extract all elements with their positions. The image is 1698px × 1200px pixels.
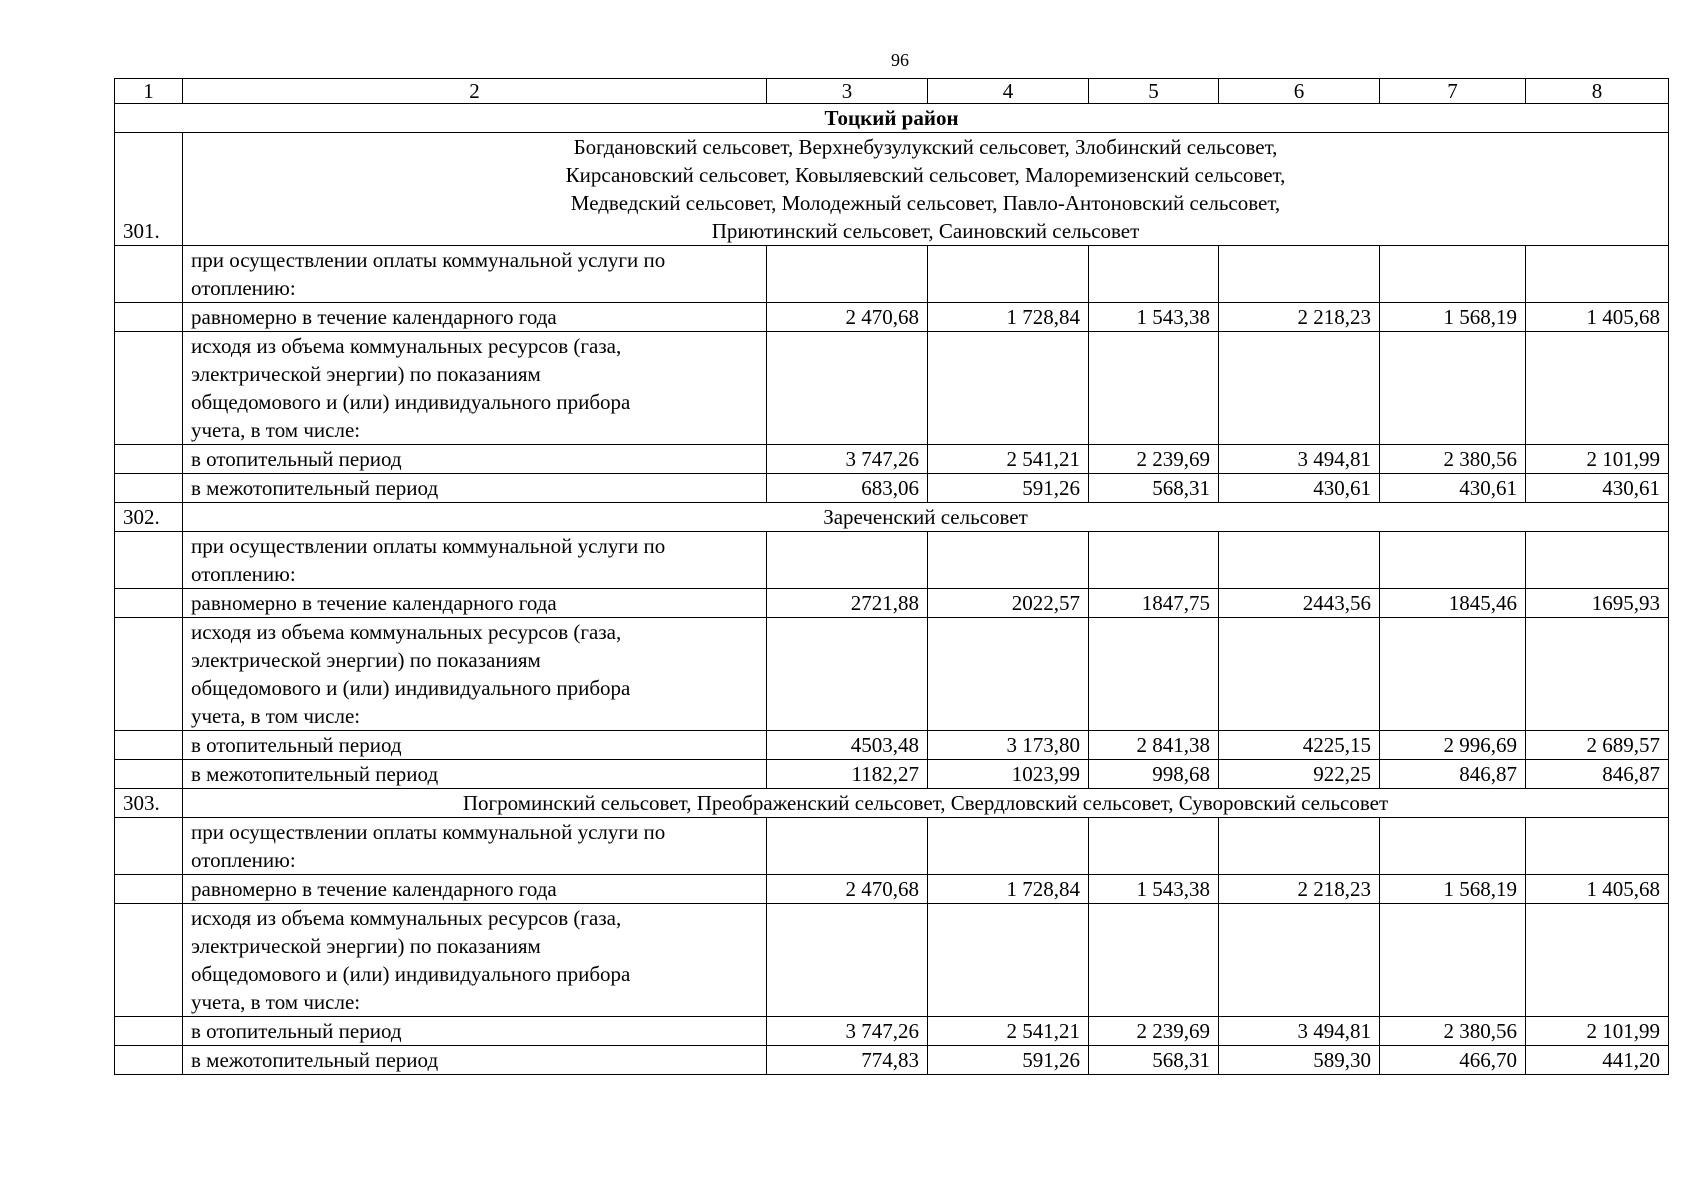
value-cell: 1 728,84 [928, 303, 1089, 332]
value-cell [1526, 904, 1669, 1017]
header-row [115, 79, 1669, 104]
row-label-line: в межотопительный период [191, 1048, 439, 1072]
row-label [183, 332, 767, 445]
code-cell-empty [115, 1046, 183, 1075]
value-cell [1380, 532, 1526, 589]
value-cell: 430,61 [1219, 474, 1380, 503]
row-label-line: в отопительный период [191, 1019, 402, 1043]
section-code: 303. [115, 789, 183, 818]
table-row [115, 760, 1669, 789]
section-title [183, 503, 1669, 532]
value-cell: 1 543,38 [1089, 875, 1219, 904]
row-label [183, 1046, 767, 1075]
value-cell [767, 818, 928, 875]
row-label-line: учета, в том числе: [191, 990, 361, 1014]
value-cell [1526, 618, 1669, 731]
value-cell: 568,31 [1089, 474, 1219, 503]
header-cell: 8 [1526, 79, 1669, 104]
value-cell: 1 405,68 [1526, 875, 1669, 904]
code-cell-empty [115, 904, 183, 1017]
value-cell: 2 239,69 [1089, 445, 1219, 474]
table-row [115, 731, 1669, 760]
row-label-line: равномерно в течение календарного года [191, 591, 557, 615]
header-cell: 1 [115, 79, 183, 104]
value-cell: 2 470,68 [767, 875, 928, 904]
code-cell-empty [115, 731, 183, 760]
value-cell: 1 543,38 [1089, 303, 1219, 332]
value-cell: 3 494,81 [1219, 1017, 1380, 1046]
row-label [183, 618, 767, 731]
value-cell: 1 568,19 [1380, 875, 1526, 904]
section-code: 301. [115, 133, 183, 246]
table-row [115, 303, 1669, 332]
page-number: 96 [891, 50, 909, 70]
value-cell: 441,20 [1526, 1046, 1669, 1075]
value-cell: 466,70 [1380, 1046, 1526, 1075]
district-row [115, 104, 1669, 133]
section-title-line: Богдановский сельсовет, Верхнебузулукский сельсовет, Злобинский сельсовет, [573, 135, 1278, 159]
value-cell: 2 218,23 [1219, 303, 1380, 332]
value-cell: 591,26 [928, 1046, 1089, 1075]
table-row [115, 875, 1669, 904]
code-cell-empty [115, 332, 183, 445]
row-label-line: исходя из объема коммунальных ресурсов (газа, [191, 334, 622, 358]
value-cell: 1 405,68 [1526, 303, 1669, 332]
value-cell [1526, 818, 1669, 875]
value-cell [1089, 532, 1219, 589]
row-label-line: в отопительный период [191, 447, 402, 471]
value-cell [1380, 904, 1526, 1017]
value-cell: 3 747,26 [767, 445, 928, 474]
row-label-line: равномерно в течение календарного года [191, 877, 557, 901]
section-title [183, 133, 1669, 246]
code-cell-empty [115, 1017, 183, 1046]
row-label [183, 445, 767, 474]
table-body [115, 79, 1669, 1075]
section-code: 302. [115, 503, 183, 532]
row-label [183, 303, 767, 332]
value-cell: 3 747,26 [767, 1017, 928, 1046]
code-cell-empty [115, 589, 183, 618]
value-cell [1526, 332, 1669, 445]
value-cell [1089, 818, 1219, 875]
value-cell [928, 332, 1089, 445]
row-label [183, 532, 767, 589]
code-cell-empty [115, 445, 183, 474]
header-cell: 2 [183, 79, 767, 104]
row-label-line: в отопительный период [191, 733, 402, 757]
row-label-line: отоплению: [191, 848, 296, 872]
row-label-line: исходя из объема коммунальных ресурсов (газа, [191, 620, 622, 644]
value-cell [1219, 818, 1380, 875]
value-cell [1380, 618, 1526, 731]
value-cell: 1847,75 [1089, 589, 1219, 618]
value-cell [1219, 904, 1380, 1017]
value-cell: 591,26 [928, 474, 1089, 503]
value-cell [928, 246, 1089, 303]
tariff-table [114, 78, 1669, 1075]
value-cell [928, 904, 1089, 1017]
code-cell-empty [115, 474, 183, 503]
section-header-row [115, 133, 1669, 246]
value-cell: 2 101,99 [1526, 1017, 1669, 1046]
code-cell-empty [115, 760, 183, 789]
row-label-line: отоплению: [191, 562, 296, 586]
section-title-line: Зареченский сельсовет [823, 505, 1028, 529]
table-row [115, 246, 1669, 303]
value-cell [1526, 532, 1669, 589]
value-cell: 4503,48 [767, 731, 928, 760]
row-label [183, 904, 767, 1017]
value-cell [928, 818, 1089, 875]
table-row [115, 532, 1669, 589]
value-cell: 846,87 [1526, 760, 1669, 789]
section-header-row [115, 789, 1669, 818]
value-cell: 998,68 [1089, 760, 1219, 789]
row-label-line: при осуществлении оплаты коммунальной услуги по [191, 820, 666, 844]
header-cell: 4 [928, 79, 1089, 104]
value-cell: 589,30 [1219, 1046, 1380, 1075]
value-cell [1219, 532, 1380, 589]
value-cell: 846,87 [1380, 760, 1526, 789]
row-label [183, 818, 767, 875]
row-label-line: учета, в том числе: [191, 418, 361, 442]
value-cell [1380, 818, 1526, 875]
value-cell [767, 618, 928, 731]
value-cell [1219, 332, 1380, 445]
value-cell [1089, 332, 1219, 445]
value-cell: 774,83 [767, 1046, 928, 1075]
section-title [183, 789, 1669, 818]
value-cell: 1182,27 [767, 760, 928, 789]
code-cell-empty [115, 246, 183, 303]
code-cell-empty [115, 303, 183, 332]
table-row [115, 1017, 1669, 1046]
header-cell: 5 [1089, 79, 1219, 104]
row-label-line: при осуществлении оплаты коммунальной услуги по [191, 534, 666, 558]
value-cell: 3 494,81 [1219, 445, 1380, 474]
value-cell: 2 996,69 [1380, 731, 1526, 760]
section-title-line: Медведский сельсовет, Молодежный сельсовет, Павло-Антоновский сельсовет, [570, 191, 1281, 215]
table-row [115, 332, 1669, 445]
value-cell: 2 380,56 [1380, 445, 1526, 474]
value-cell [767, 532, 928, 589]
header-cell: 6 [1219, 79, 1380, 104]
table-row [115, 445, 1669, 474]
row-label [183, 760, 767, 789]
section-title-line: Погроминский сельсовет, Преображенский сельсовет, Свердловский сельсовет, Суворовский сельсовет [462, 791, 1389, 815]
value-cell: 1 728,84 [928, 875, 1089, 904]
row-label [183, 246, 767, 303]
value-cell [1219, 618, 1380, 731]
row-label-line: электрической энергии) по показаниям [191, 362, 541, 386]
code-cell-empty [115, 818, 183, 875]
value-cell: 1 568,19 [1380, 303, 1526, 332]
value-cell [1089, 904, 1219, 1017]
value-cell: 2 239,69 [1089, 1017, 1219, 1046]
row-label-line: равномерно в течение календарного года [191, 305, 557, 329]
value-cell: 568,31 [1089, 1046, 1219, 1075]
table-row [115, 1046, 1669, 1075]
table-row [115, 474, 1669, 503]
row-label [183, 474, 767, 503]
value-cell [1089, 618, 1219, 731]
value-cell: 3 173,80 [928, 731, 1089, 760]
value-cell: 430,61 [1380, 474, 1526, 503]
value-cell: 2 689,57 [1526, 731, 1669, 760]
value-cell [1219, 246, 1380, 303]
district-title: Тоцкий район [115, 104, 1669, 133]
value-cell: 2 218,23 [1219, 875, 1380, 904]
row-label-line: общедомового и (или) индивидуального прибора [191, 676, 631, 700]
code-cell-empty [115, 618, 183, 731]
row-label-line: в межотопительный период [191, 476, 439, 500]
value-cell: 2 541,21 [928, 1017, 1089, 1046]
value-cell: 2443,56 [1219, 589, 1380, 618]
value-cell: 430,61 [1526, 474, 1669, 503]
value-cell [767, 246, 928, 303]
value-cell: 1845,46 [1380, 589, 1526, 618]
value-cell [767, 332, 928, 445]
row-label [183, 589, 767, 618]
value-cell: 683,06 [767, 474, 928, 503]
table-row [115, 589, 1669, 618]
row-label-line: в межотопительный период [191, 762, 439, 786]
value-cell [1380, 332, 1526, 445]
table-row [115, 904, 1669, 1017]
row-label-line: отоплению: [191, 276, 296, 300]
value-cell: 4225,15 [1219, 731, 1380, 760]
row-label [183, 1017, 767, 1046]
row-label-line: учета, в том числе: [191, 704, 361, 728]
section-title-line: Кирсановский сельсовет, Ковыляевский сельсовет, Малоремизенский сельсовет, [565, 163, 1286, 187]
value-cell [1089, 246, 1219, 303]
section-title-line: Приютинский сельсовет, Саиновский сельсовет [711, 219, 1140, 243]
value-cell: 2 380,56 [1380, 1017, 1526, 1046]
row-label-line: при осуществлении оплаты коммунальной услуги по [191, 248, 666, 272]
value-cell [1380, 246, 1526, 303]
value-cell: 2 541,21 [928, 445, 1089, 474]
value-cell: 2 101,99 [1526, 445, 1669, 474]
value-cell [928, 532, 1089, 589]
value-cell: 2721,88 [767, 589, 928, 618]
value-cell: 2 841,38 [1089, 731, 1219, 760]
table-row [115, 618, 1669, 731]
section-header-row [115, 503, 1669, 532]
row-label [183, 875, 767, 904]
header-cell: 7 [1380, 79, 1526, 104]
value-cell: 922,25 [1219, 760, 1380, 789]
row-label-line: электрической энергии) по показаниям [191, 648, 541, 672]
row-label-line: общедомового и (или) индивидуального прибора [191, 390, 631, 414]
value-cell: 1023,99 [928, 760, 1089, 789]
row-label-line: общедомового и (или) индивидуального прибора [191, 962, 631, 986]
row-label-line: исходя из объема коммунальных ресурсов (газа, [191, 906, 622, 930]
header-cell: 3 [767, 79, 928, 104]
value-cell: 2 470,68 [767, 303, 928, 332]
value-cell: 2022,57 [928, 589, 1089, 618]
value-cell [767, 904, 928, 1017]
code-cell-empty [115, 875, 183, 904]
row-label [183, 731, 767, 760]
table-row [115, 818, 1669, 875]
row-label-line: электрической энергии) по показаниям [191, 934, 541, 958]
value-cell [1526, 246, 1669, 303]
code-cell-empty [115, 532, 183, 589]
value-cell: 1695,93 [1526, 589, 1669, 618]
value-cell [928, 618, 1089, 731]
